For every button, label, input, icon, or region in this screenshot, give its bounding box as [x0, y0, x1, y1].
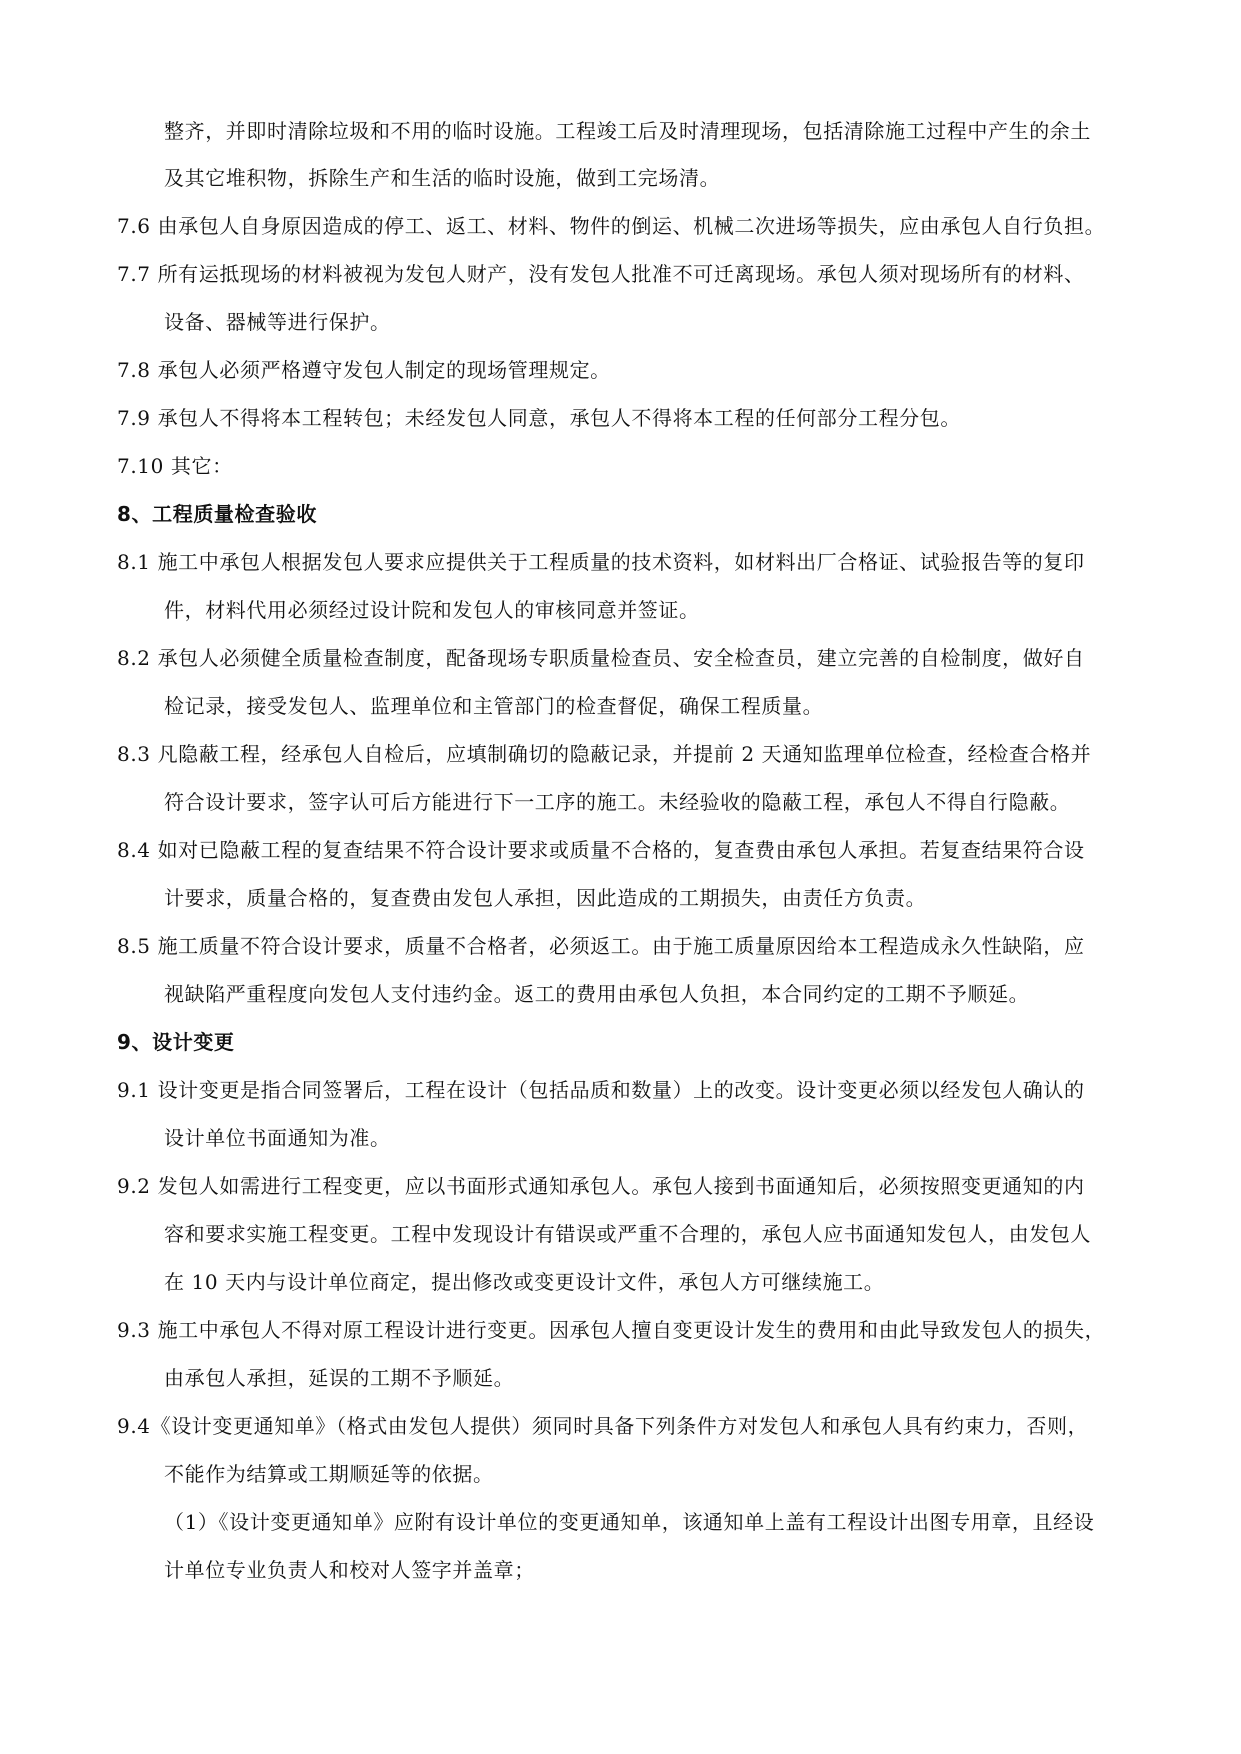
- paragraph-line: 件，材料代用必须经过设计院和发包人的审核同意并签证。: [164, 598, 700, 622]
- clause-7-7: 7.7 所有运抵现场的材料被视为发包人财产，没有发包人批准不可迁离现场。承包人须对现场所有的材料、: [117, 262, 1085, 286]
- paragraph-line: 计要求，质量合格的，复查费由发包人承担，因此造成的工期损失，由责任方负责。: [164, 886, 927, 910]
- clause-9-1: 9.1 设计变更是指合同签署后，工程在设计（包括品质和数量）上的改变。设计变更必须以经发包人确认的: [117, 1078, 1085, 1102]
- clause-7-10: 7.10 其它：: [117, 454, 233, 478]
- paragraph-line: 设备、器械等进行保护。: [164, 310, 391, 334]
- clause-7-9: 7.9 承包人不得将本工程转包；未经发包人同意，承包人不得将本工程的任何部分工程分包。: [117, 406, 961, 430]
- paragraph-line: 计单位专业负责人和校对人签字并盖章；: [164, 1558, 535, 1582]
- paragraph-line: 由承包人承担，延误的工期不予顺延。: [164, 1366, 515, 1390]
- clause-8-5: 8.5 施工质量不符合设计要求，质量不合格者，必须返工。由于施工质量原因给本工程造成永久性缺陷，应: [117, 934, 1085, 958]
- clause-8-2: 8.2 承包人必须健全质量检查制度，配备现场专职质量检查员、安全检查员，建立完善的自检制度，做好自: [117, 646, 1085, 670]
- clause-9-2: 9.2 发包人如需进行工程变更，应以书面形式通知承包人。承包人接到书面通知后，必须按照变更通知的内: [117, 1174, 1085, 1198]
- sub-item-1: （1）《设计变更通知单》应附有设计单位的变更通知单，该通知单上盖有工程设计出图专用章，且经设: [164, 1510, 1095, 1534]
- clause-9-4: 9.4《设计变更通知单》（格式由发包人提供）须同时具备下列条件方对发包人和承包人具有约束力，否则，: [117, 1414, 1089, 1438]
- paragraph-line: 不能作为结算或工期顺延等的依据。: [164, 1462, 494, 1486]
- clause-9-3: 9.3 施工中承包人不得对原工程设计进行变更。因承包人擅自变更设计发生的费用和由此导致发包人的损失，: [117, 1318, 1106, 1342]
- clause-7-6: 7.6 由承包人自身原因造成的停工、返工、材料、物件的倒运、机械二次进场等损失，应由承包人自行负担。: [117, 214, 1106, 238]
- paragraph-line: 整齐，并即时清除垃圾和不用的临时设施。工程竣工后及时清理现场，包括清除施工过程中产生的余土: [164, 119, 1091, 143]
- paragraph-line: 符合设计要求，签字认可后方能进行下一工序的施工。未经验收的隐蔽工程，承包人不得自行隐蔽。: [164, 790, 1071, 814]
- clause-7-8: 7.8 承包人必须严格遵守发包人制定的现场管理规定。: [117, 358, 611, 382]
- paragraph-line: 视缺陷严重程度向发包人支付违约金。返工的费用由承包人负担，本合同约定的工期不予顺延。: [164, 982, 1030, 1006]
- section-heading-8: 8、工程质量检查验收: [117, 502, 317, 526]
- section-heading-9: 9、设计变更: [117, 1030, 235, 1054]
- paragraph-line: 及其它堆积物，拆除生产和生活的临时设施，做到工完场清。: [164, 166, 721, 190]
- paragraph-line: 在 10 天内与设计单位商定，提出修改或变更设计文件，承包人方可继续施工。: [164, 1270, 885, 1294]
- clause-8-3: 8.3 凡隐蔽工程，经承包人自检后，应填制确切的隐蔽记录，并提前 2 天通知监理单位检查，经检查合格并: [117, 742, 1092, 766]
- clause-8-4: 8.4 如对已隐蔽工程的复查结果不符合设计要求或质量不合格的，复查费由承包人承担。若复查结果符合设: [117, 838, 1085, 862]
- clause-8-1: 8.1 施工中承包人根据发包人要求应提供关于工程质量的技术资料，如材料出厂合格证、试验报告等的复印: [117, 550, 1085, 574]
- paragraph-line: 容和要求实施工程变更。工程中发现设计有错误或严重不合理的，承包人应书面通知发包人，由发包人: [164, 1222, 1091, 1246]
- paragraph-line: 检记录，接受发包人、监理单位和主管部门的检查督促，确保工程质量。: [164, 694, 824, 718]
- paragraph-line: 设计单位书面通知为准。: [164, 1126, 391, 1150]
